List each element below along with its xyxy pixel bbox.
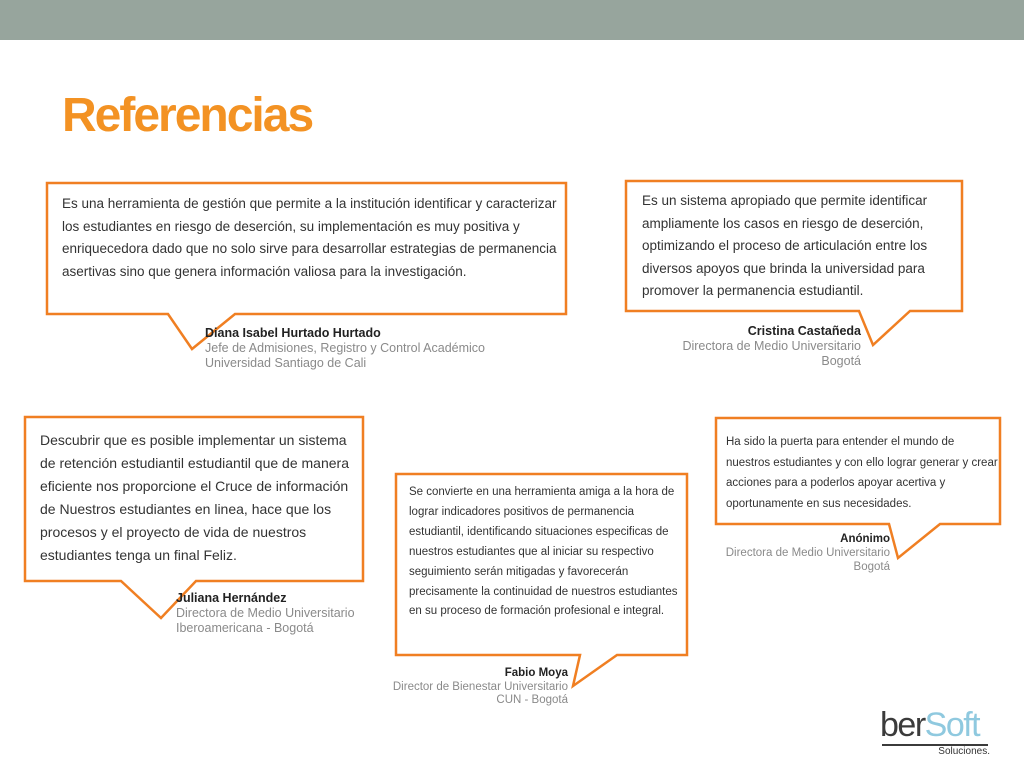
author-place: Bogotá	[821, 354, 861, 368]
testimonial-author-1	[205, 326, 535, 371]
logo-tagline: Soluciones.	[938, 746, 990, 757]
author-role: Directora de Medio Universitario	[176, 606, 355, 620]
author-role: Director de Bienestar Universitario	[392, 680, 568, 693]
testimonial-author-5	[700, 532, 890, 574]
author-place: Bogotá	[853, 561, 890, 573]
testimonial-quote-5: Ha sido la puerta para entender el mundo de nuestros estudiantes y con ello lograr generar y crear acciones para a poderlos apoyar acertiva y oportunamente en sus necesidades.	[726, 436, 998, 510]
author-place: Iberoamericana - Bogotá	[176, 621, 314, 635]
author-name: Anónimo	[840, 533, 890, 545]
author-name: Cristina Castañeda	[747, 324, 861, 338]
logo-ber: ber	[880, 706, 925, 744]
author-place: Universidad Santiago de Cali	[205, 356, 367, 370]
testimonial-quote-1: Es una herramienta de gestión que permite a la institución identificar y caracterizar los estudiantes en riesgo de deserción, su implementación es muy positiva y enriquecedora dado que no solo sirve para desarrollar estrategias de permanencia asertivas sino que genera información valiosa para la investigación.	[62, 196, 557, 279]
testimonial-quote-2: Es un sistema apropiado que permite identificar ampliamente los casos en riesgo de deserción, optimizando el proceso de articulación entre los diversos apoyos que brinda la universidad para promover la permanencia estudiantil.	[642, 193, 928, 298]
bersoft-logo	[880, 706, 994, 756]
author-role: Directora de Medio Universitario	[682, 339, 861, 353]
testimonial-quote-3: Descubrir que es posible implementar un sistema de retención estudiantil estudiantil que de manera eficiente nos proporcione el Cruce de información de Nuestros estudiantes en linea, hace que los procesos y el proyecto de vida de nuestros estudiantes tenga un final Feliz.	[40, 432, 349, 563]
logo-wordmark	[880, 706, 979, 744]
testimonial-author-3	[176, 591, 396, 636]
testimonial-author-4	[370, 667, 568, 708]
slide-title: Referencias	[62, 89, 313, 142]
author-name: Fabio Moya	[504, 667, 568, 679]
author-role: Directora de Medio Universitario	[725, 547, 890, 559]
testimonial-quote-4: Se convierte en una herramienta amiga a la hora de lograr indicadores positivos de permanencia estudiantil, identificando situaciones especificas de nuestros estudiantes que al iniciar su respectivo seguimiento serán mitigadas y favorecerán precisamente la continuidad de nuestros estudiantes en su proceso de formación profesional e integral.	[409, 486, 678, 618]
testimonial-author-2	[620, 324, 861, 369]
author-name: Juliana Hernández	[176, 591, 287, 605]
logo-soft: Soft	[924, 706, 980, 744]
author-role: Jefe de Admisiones, Registro y Control Académico	[205, 341, 485, 355]
author-place: CUN - Bogotá	[496, 694, 568, 706]
author-name: Diana Isabel Hurtado Hurtado	[205, 326, 381, 340]
